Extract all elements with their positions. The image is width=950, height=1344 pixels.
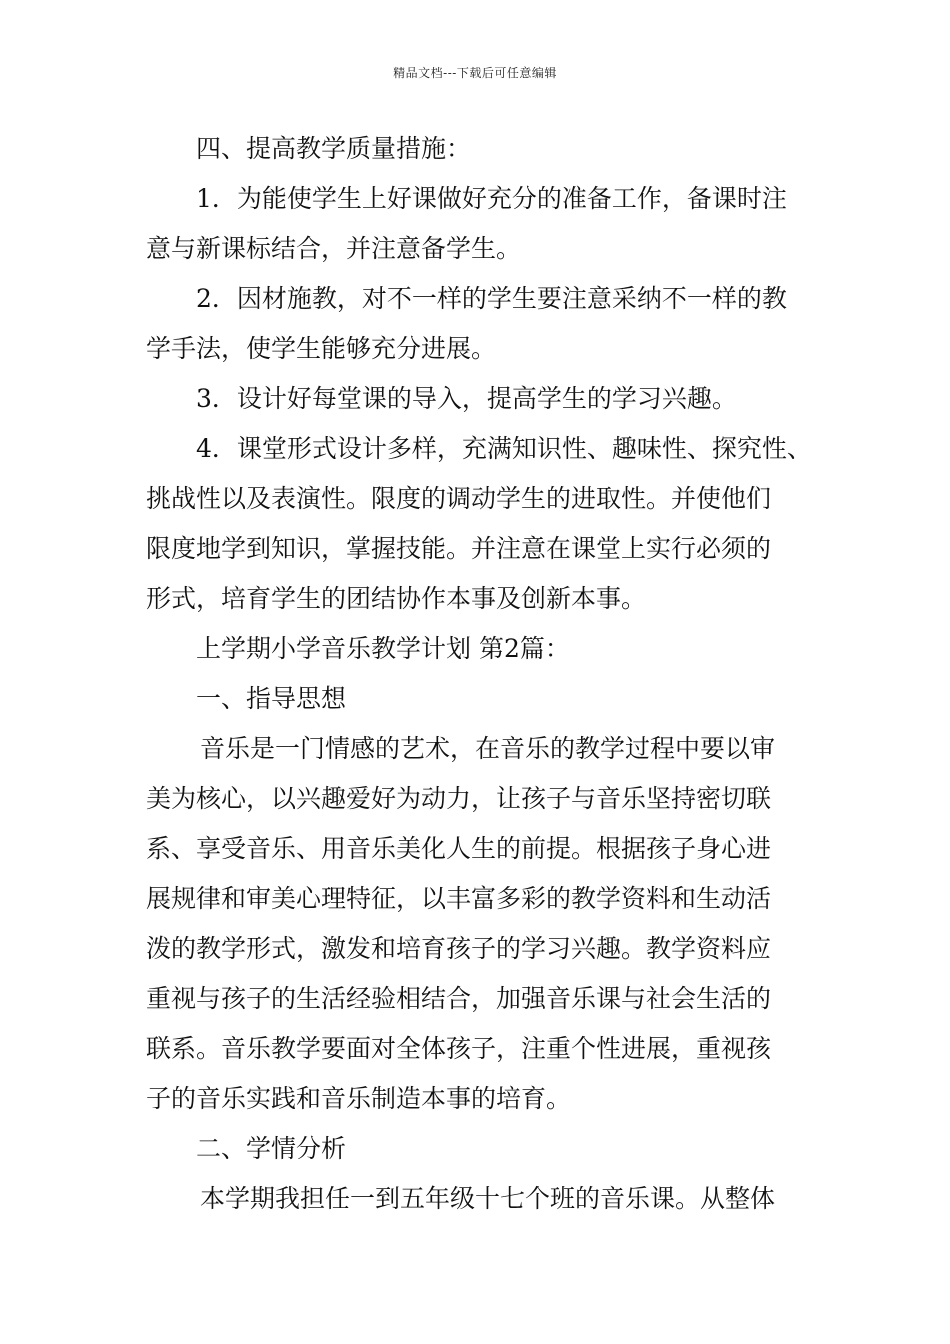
paragraph-line: 泼的教学形式，激发和培育孩子的学习兴趣。教学资料应: [146, 934, 772, 963]
paragraph-line: 3．设计好每堂课的导入，提高学生的学习兴趣。: [196, 384, 737, 413]
paragraph-line: 展规律和审美心理特征，以丰富多彩的教学资料和生动活: [146, 884, 772, 913]
heading-line: 一、指导思想: [196, 684, 347, 713]
paragraph-line: 系、享受音乐、用音乐美化人生的前提。根据孩子身心进: [146, 834, 772, 863]
paragraph-line: 音乐是一门情感的艺术，在音乐的教学过程中要以审: [200, 734, 776, 763]
paragraph-line: 4．课堂形式设计多样，充满知识性、趣味性、探究性、: [196, 434, 812, 463]
paragraph-line: 重视与孩子的生活经验相结合，加强音乐课与社会生活的: [146, 984, 772, 1013]
paragraph-line: 联系。音乐教学要面对全体孩子，注重个性进展，重视孩: [146, 1034, 772, 1063]
paragraph-line: 美为核心，以兴趣爱好为动力，让孩子与音乐坚持密切联: [146, 784, 772, 813]
paragraph-line: 意与新课标结合，并注意备学生。: [146, 234, 522, 263]
paragraph-line: 限度地学到知识，掌握技能。并注意在课堂上实行必须的: [146, 534, 772, 563]
paragraph-line: 形式，培育学生的团结协作本事及创新本事。: [146, 584, 647, 613]
paragraph-line: 学手法，使学生能够充分进展。: [146, 334, 497, 363]
heading-line: 四、提高教学质量措施：: [196, 134, 472, 163]
paragraph-line: 挑战性以及表演性。限度的调动学生的进取性。并使他们: [146, 484, 772, 513]
heading-line: 二、学情分析: [196, 1134, 347, 1163]
section-title: 上学期小学音乐教学计划 第2篇：: [196, 634, 570, 663]
paragraph-line: 本学期我担任一到五年级十七个班的音乐课。从整体: [200, 1184, 776, 1213]
paragraph-line: 2．因材施教，对不一样的学生要注意采纳不一样的教: [196, 284, 787, 313]
paragraph-line: 子的音乐实践和音乐制造本事的培育。: [146, 1084, 572, 1113]
paragraph-line: 1．为能使学生上好课做好充分的准备工作，备课时注: [196, 184, 787, 213]
page-header: 精品文档---下载后可任意编辑: [393, 66, 557, 80]
